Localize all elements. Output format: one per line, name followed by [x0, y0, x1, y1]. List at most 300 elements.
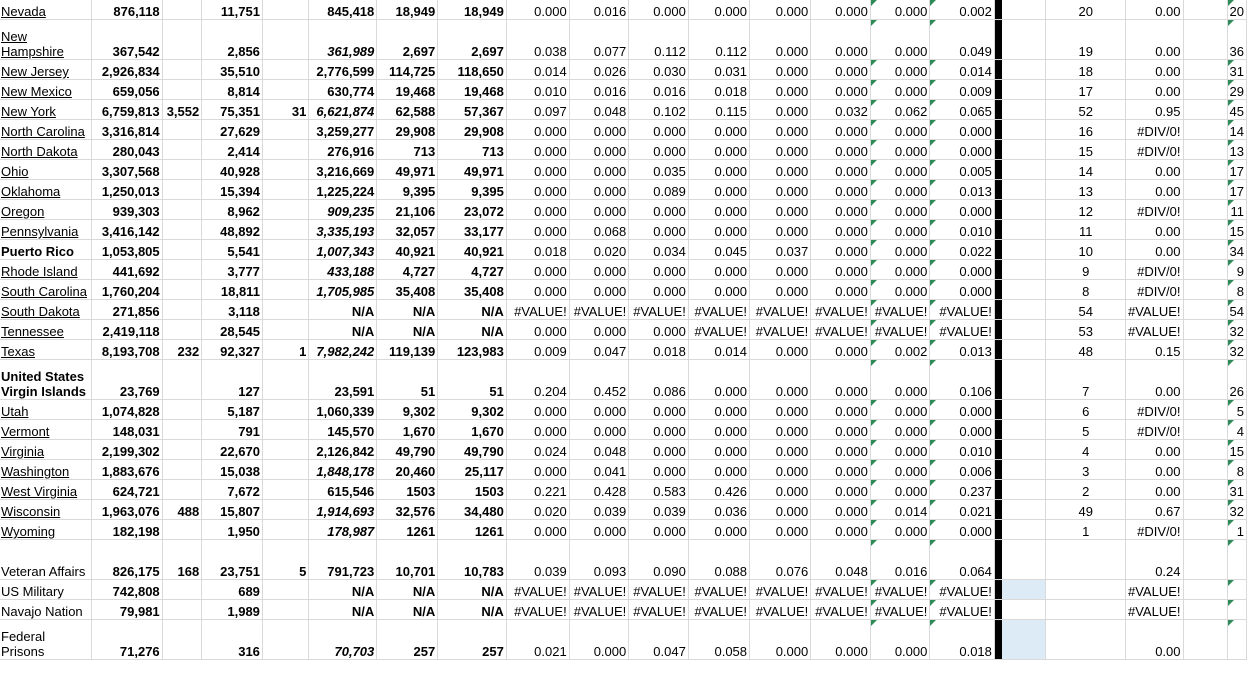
table-cell[interactable]: 10,783: [438, 540, 507, 580]
table-cell[interactable]: [262, 120, 308, 140]
table-cell[interactable]: #DIV/0!: [1125, 420, 1183, 440]
table-cell[interactable]: 0.000: [750, 160, 811, 180]
table-cell[interactable]: #VALUE!: [811, 580, 871, 600]
table-cell[interactable]: [262, 140, 308, 160]
table-cell[interactable]: [1183, 300, 1227, 320]
table-cell[interactable]: [1001, 80, 1046, 100]
table-cell[interactable]: 0.000: [506, 280, 569, 300]
table-cell[interactable]: #VALUE!: [688, 600, 749, 620]
table-cell[interactable]: #VALUE!: [1125, 600, 1183, 620]
table-cell[interactable]: 0.000: [750, 120, 811, 140]
table-cell[interactable]: [262, 360, 308, 400]
row-label-link[interactable]: Texas: [1, 344, 35, 359]
table-cell[interactable]: 0.005: [930, 160, 995, 180]
table-cell[interactable]: 2,926,834: [92, 60, 162, 80]
table-cell[interactable]: 276,916: [309, 140, 377, 160]
table-cell[interactable]: 3: [1046, 460, 1126, 480]
table-cell[interactable]: 29,908: [377, 120, 438, 140]
table-cell[interactable]: 0.000: [569, 200, 629, 220]
table-cell[interactable]: #DIV/0!: [1125, 200, 1183, 220]
table-cell[interactable]: 0.062: [870, 100, 930, 120]
table-cell[interactable]: 40,921: [438, 240, 507, 260]
table-cell[interactable]: 0.000: [629, 420, 689, 440]
table-cell[interactable]: [262, 620, 308, 660]
table-cell[interactable]: 27,629: [202, 120, 263, 140]
table-cell[interactable]: [1001, 60, 1046, 80]
row-label-link[interactable]: Wisconsin: [1, 504, 61, 519]
table-cell[interactable]: 0.67: [1125, 500, 1183, 520]
table-cell[interactable]: N/A: [309, 580, 377, 600]
table-cell[interactable]: 1503: [438, 480, 507, 500]
table-cell[interactable]: 0.000: [811, 0, 871, 20]
row-label-link[interactable]: Tennessee: [1, 324, 64, 339]
table-cell[interactable]: 0.000: [750, 180, 811, 200]
table-cell[interactable]: 23,769: [92, 360, 162, 400]
table-cell[interactable]: 2,414: [202, 140, 263, 160]
table-cell[interactable]: [1001, 0, 1046, 20]
table-cell[interactable]: 0.000: [930, 400, 995, 420]
table-cell[interactable]: 0.000: [750, 60, 811, 80]
table-cell[interactable]: 0.000: [930, 140, 995, 160]
table-cell[interactable]: 0.047: [569, 340, 629, 360]
row-label-cell[interactable]: [0, 240, 92, 260]
table-cell[interactable]: [162, 480, 202, 500]
row-label-link[interactable]: South Dakota: [1, 304, 80, 319]
table-cell[interactable]: 1,989: [202, 600, 263, 620]
table-cell[interactable]: 0.000: [870, 360, 930, 400]
table-cell[interactable]: 0.000: [870, 220, 930, 240]
table-cell[interactable]: [1001, 180, 1046, 200]
table-cell[interactable]: 0.064: [930, 540, 995, 580]
table-cell[interactable]: 0.000: [750, 220, 811, 240]
table-cell[interactable]: [1001, 280, 1046, 300]
table-cell[interactable]: 0.009: [930, 80, 995, 100]
table-cell[interactable]: 0.000: [688, 360, 749, 400]
table-cell[interactable]: 0.058: [688, 620, 749, 660]
table-cell[interactable]: 79,981: [92, 600, 162, 620]
table-cell[interactable]: 3,259,277: [309, 120, 377, 140]
table-cell[interactable]: 713: [377, 140, 438, 160]
table-cell[interactable]: #VALUE!: [506, 600, 569, 620]
table-cell[interactable]: 0.00: [1125, 620, 1183, 660]
table-cell[interactable]: [262, 480, 308, 500]
table-cell[interactable]: #VALUE!: [688, 300, 749, 320]
table-cell[interactable]: 5,541: [202, 240, 263, 260]
table-cell[interactable]: N/A: [377, 300, 438, 320]
table-cell[interactable]: 29,908: [438, 120, 507, 140]
table-cell[interactable]: 0.077: [569, 20, 629, 60]
table-cell[interactable]: 0.000: [811, 120, 871, 140]
table-cell[interactable]: 0.00: [1125, 160, 1183, 180]
table-cell[interactable]: #VALUE!: [811, 300, 871, 320]
table-cell[interactable]: 0.016: [629, 80, 689, 100]
table-cell[interactable]: [162, 460, 202, 480]
table-cell[interactable]: 11,751: [202, 0, 263, 20]
table-cell[interactable]: [1001, 500, 1046, 520]
row-label-link[interactable]: Rhode Island: [1, 264, 78, 279]
table-cell[interactable]: 0.000: [688, 180, 749, 200]
table-cell[interactable]: [1001, 440, 1046, 460]
row-label-cell[interactable]: [0, 140, 92, 160]
table-cell[interactable]: 2: [1046, 480, 1126, 500]
table-cell[interactable]: 0.000: [506, 160, 569, 180]
table-cell[interactable]: [1183, 180, 1227, 200]
table-cell[interactable]: 0.000: [750, 400, 811, 420]
table-cell[interactable]: [1183, 440, 1227, 460]
table-cell[interactable]: [162, 440, 202, 460]
table-cell[interactable]: 28,545: [202, 320, 263, 340]
table-cell[interactable]: 48: [1046, 340, 1126, 360]
table-cell[interactable]: [1001, 260, 1046, 280]
table-cell[interactable]: N/A: [377, 600, 438, 620]
table-cell[interactable]: 909,235: [309, 200, 377, 220]
table-cell[interactable]: 0.000: [506, 180, 569, 200]
table-cell[interactable]: 0.013: [930, 340, 995, 360]
table-cell[interactable]: [1183, 620, 1227, 660]
table-cell[interactable]: [162, 140, 202, 160]
table-cell[interactable]: [1183, 600, 1227, 620]
row-label-link[interactable]: New Jersey: [1, 64, 69, 79]
table-cell[interactable]: 2,856: [202, 20, 263, 60]
table-cell[interactable]: [162, 580, 202, 600]
table-cell[interactable]: [262, 520, 308, 540]
table-cell[interactable]: 0.000: [688, 0, 749, 20]
table-cell[interactable]: 939,303: [92, 200, 162, 220]
table-cell[interactable]: 0.000: [750, 460, 811, 480]
table-cell[interactable]: [1183, 0, 1227, 20]
table-cell[interactable]: 0.000: [569, 620, 629, 660]
table-cell[interactable]: 32,576: [377, 500, 438, 520]
table-cell[interactable]: [1183, 140, 1227, 160]
table-cell[interactable]: [1183, 420, 1227, 440]
table-cell[interactable]: 21,106: [377, 200, 438, 220]
table-cell[interactable]: 0.237: [930, 480, 995, 500]
row-label-cell[interactable]: [0, 400, 92, 420]
table-cell[interactable]: 15: [1227, 220, 1246, 240]
table-cell[interactable]: 0.000: [811, 180, 871, 200]
table-cell[interactable]: [1183, 260, 1227, 280]
table-cell[interactable]: [1001, 480, 1046, 500]
table-cell[interactable]: 0.039: [569, 500, 629, 520]
table-cell[interactable]: 8,814: [202, 80, 263, 100]
row-label-cell[interactable]: [0, 180, 92, 200]
table-cell[interactable]: 1261: [438, 520, 507, 540]
table-cell[interactable]: 3,316,814: [92, 120, 162, 140]
table-cell[interactable]: 0.00: [1125, 0, 1183, 20]
table-cell[interactable]: 3,416,142: [92, 220, 162, 240]
table-cell[interactable]: 0.106: [930, 360, 995, 400]
table-cell[interactable]: 49,971: [438, 160, 507, 180]
row-label-link[interactable]: Oklahoma: [1, 184, 61, 199]
table-cell[interactable]: 52: [1046, 100, 1126, 120]
table-cell[interactable]: [162, 620, 202, 660]
table-cell[interactable]: 232: [162, 340, 202, 360]
table-cell[interactable]: 3,777: [202, 260, 263, 280]
table-cell[interactable]: [1183, 320, 1227, 340]
row-label-link[interactable]: Vermont: [1, 424, 50, 439]
table-cell[interactable]: 361,989: [309, 20, 377, 60]
table-cell[interactable]: 0.016: [870, 540, 930, 580]
table-cell[interactable]: 0.000: [811, 460, 871, 480]
table-cell[interactable]: 2,199,302: [92, 440, 162, 460]
table-cell[interactable]: 6,621,874: [309, 100, 377, 120]
table-cell[interactable]: 0.000: [930, 420, 995, 440]
table-cell[interactable]: 0.000: [811, 420, 871, 440]
table-cell[interactable]: 1,914,693: [309, 500, 377, 520]
table-cell[interactable]: 0.95: [1125, 100, 1183, 120]
table-cell[interactable]: 1,060,339: [309, 400, 377, 420]
table-cell[interactable]: 257: [377, 620, 438, 660]
table-cell[interactable]: 1,074,828: [92, 400, 162, 420]
table-cell[interactable]: 119,139: [377, 340, 438, 360]
table-cell[interactable]: [1001, 420, 1046, 440]
table-cell[interactable]: 2,697: [438, 20, 507, 60]
table-cell[interactable]: 0.000: [569, 260, 629, 280]
table-cell[interactable]: 0.000: [811, 440, 871, 460]
table-cell[interactable]: 0.000: [750, 360, 811, 400]
table-cell[interactable]: 0.000: [750, 100, 811, 120]
table-cell[interactable]: 0.000: [870, 20, 930, 60]
table-cell[interactable]: 1,760,204: [92, 280, 162, 300]
table-cell[interactable]: [262, 420, 308, 440]
table-cell[interactable]: 0.000: [870, 260, 930, 280]
table-cell[interactable]: 0.000: [688, 280, 749, 300]
table-cell[interactable]: 0.000: [930, 520, 995, 540]
table-cell[interactable]: 0.00: [1125, 220, 1183, 240]
table-cell[interactable]: 1261: [377, 520, 438, 540]
table-cell[interactable]: 145,570: [309, 420, 377, 440]
table-cell[interactable]: 0.000: [870, 80, 930, 100]
table-cell[interactable]: 0.102: [629, 100, 689, 120]
table-cell[interactable]: 1,007,343: [309, 240, 377, 260]
table-cell[interactable]: 11: [1046, 220, 1126, 240]
table-cell[interactable]: 1,705,985: [309, 280, 377, 300]
table-cell[interactable]: 0.000: [870, 440, 930, 460]
table-cell[interactable]: 630,774: [309, 80, 377, 100]
table-cell[interactable]: 0.000: [811, 260, 871, 280]
table-cell[interactable]: [1001, 620, 1046, 660]
table-cell[interactable]: 0.000: [506, 320, 569, 340]
table-cell[interactable]: 13: [1227, 140, 1246, 160]
table-cell[interactable]: 2,776,599: [309, 60, 377, 80]
table-cell[interactable]: 0.000: [750, 200, 811, 220]
table-cell[interactable]: 9,302: [438, 400, 507, 420]
table-cell[interactable]: #VALUE!: [930, 300, 995, 320]
table-cell[interactable]: 14: [1046, 160, 1126, 180]
table-cell[interactable]: 0.24: [1125, 540, 1183, 580]
table-cell[interactable]: #VALUE!: [870, 320, 930, 340]
table-cell[interactable]: 1,883,676: [92, 460, 162, 480]
table-cell[interactable]: [1001, 140, 1046, 160]
table-cell[interactable]: [162, 240, 202, 260]
table-cell[interactable]: 0.000: [811, 240, 871, 260]
table-cell[interactable]: 0.039: [506, 540, 569, 580]
table-cell[interactable]: 5,187: [202, 400, 263, 420]
table-cell[interactable]: #VALUE!: [629, 300, 689, 320]
table-cell[interactable]: 7,982,242: [309, 340, 377, 360]
table-cell[interactable]: #VALUE!: [569, 580, 629, 600]
table-cell[interactable]: 8: [1046, 280, 1126, 300]
table-cell[interactable]: 1,670: [438, 420, 507, 440]
table-cell[interactable]: 0.000: [688, 440, 749, 460]
row-label-link[interactable]: Wyoming: [1, 524, 56, 539]
table-cell[interactable]: 0.018: [506, 240, 569, 260]
table-cell[interactable]: #DIV/0!: [1125, 140, 1183, 160]
table-cell[interactable]: 0.00: [1125, 440, 1183, 460]
table-cell[interactable]: [1001, 520, 1046, 540]
table-cell[interactable]: #VALUE!: [506, 580, 569, 600]
table-cell[interactable]: 14: [1227, 120, 1246, 140]
table-cell[interactable]: #VALUE!: [750, 600, 811, 620]
table-cell[interactable]: [262, 460, 308, 480]
table-cell[interactable]: 271,856: [92, 300, 162, 320]
table-cell[interactable]: 257: [438, 620, 507, 660]
table-cell[interactable]: 2,697: [377, 20, 438, 60]
table-cell[interactable]: 0.221: [506, 480, 569, 500]
table-cell[interactable]: 0.013: [930, 180, 995, 200]
table-cell[interactable]: 5: [1046, 420, 1126, 440]
table-cell[interactable]: #VALUE!: [688, 580, 749, 600]
table-cell[interactable]: 0.000: [750, 440, 811, 460]
table-cell[interactable]: 71,276: [92, 620, 162, 660]
table-cell[interactable]: 0.000: [811, 360, 871, 400]
table-cell[interactable]: 0.000: [930, 200, 995, 220]
table-cell[interactable]: 16: [1046, 120, 1126, 140]
table-cell[interactable]: 114,725: [377, 60, 438, 80]
table-cell[interactable]: 0.030: [629, 60, 689, 80]
table-cell[interactable]: 8,193,708: [92, 340, 162, 360]
table-cell[interactable]: 2,419,118: [92, 320, 162, 340]
table-cell[interactable]: 3,118: [202, 300, 263, 320]
table-cell[interactable]: 49: [1046, 500, 1126, 520]
table-cell[interactable]: 0.018: [629, 340, 689, 360]
table-cell[interactable]: #DIV/0!: [1125, 520, 1183, 540]
table-cell[interactable]: 0.000: [930, 120, 995, 140]
table-cell[interactable]: 51: [377, 360, 438, 400]
table-cell[interactable]: 23,591: [309, 360, 377, 400]
table-cell[interactable]: 0.000: [506, 260, 569, 280]
table-cell[interactable]: [1183, 480, 1227, 500]
table-cell[interactable]: 3,307,568: [92, 160, 162, 180]
table-cell[interactable]: 0.000: [870, 520, 930, 540]
table-cell[interactable]: 49,971: [377, 160, 438, 180]
table-cell[interactable]: 92,327: [202, 340, 263, 360]
row-label-cell[interactable]: [0, 460, 92, 480]
table-cell[interactable]: [1183, 460, 1227, 480]
table-cell[interactable]: [1183, 500, 1227, 520]
table-cell[interactable]: [1001, 120, 1046, 140]
table-cell[interactable]: 0.00: [1125, 240, 1183, 260]
table-cell[interactable]: [162, 200, 202, 220]
table-cell[interactable]: 0.086: [629, 360, 689, 400]
table-cell[interactable]: 10: [1046, 240, 1126, 260]
table-cell[interactable]: #VALUE!: [629, 600, 689, 620]
table-cell[interactable]: #VALUE!: [870, 580, 930, 600]
row-label-cell[interactable]: [0, 220, 92, 240]
table-cell[interactable]: 118,650: [438, 60, 507, 80]
table-cell[interactable]: 0.041: [569, 460, 629, 480]
table-cell[interactable]: 0.000: [506, 400, 569, 420]
row-label-cell[interactable]: [0, 280, 92, 300]
table-cell[interactable]: [262, 160, 308, 180]
table-cell[interactable]: 0.021: [506, 620, 569, 660]
table-cell[interactable]: #VALUE!: [750, 580, 811, 600]
table-cell[interactable]: 0.000: [811, 400, 871, 420]
table-cell[interactable]: 6,759,813: [92, 100, 162, 120]
table-cell[interactable]: 0.000: [811, 20, 871, 60]
table-cell[interactable]: 0.045: [688, 240, 749, 260]
table-cell[interactable]: 26: [1227, 360, 1246, 400]
table-cell[interactable]: 1,053,805: [92, 240, 162, 260]
table-cell[interactable]: 3,335,193: [309, 220, 377, 240]
table-cell[interactable]: 0.036: [688, 500, 749, 520]
table-cell[interactable]: 5: [262, 540, 308, 580]
table-cell[interactable]: [262, 240, 308, 260]
table-cell[interactable]: 31: [1227, 60, 1246, 80]
table-cell[interactable]: 0.000: [811, 80, 871, 100]
table-cell[interactable]: #VALUE!: [506, 300, 569, 320]
row-label-cell[interactable]: [0, 120, 92, 140]
table-cell[interactable]: [1227, 600, 1246, 620]
table-cell[interactable]: 0.009: [506, 340, 569, 360]
table-cell[interactable]: N/A: [438, 580, 507, 600]
table-cell[interactable]: #VALUE!: [750, 300, 811, 320]
table-cell[interactable]: 0.031: [688, 60, 749, 80]
table-cell[interactable]: 0.000: [870, 180, 930, 200]
row-label-cell[interactable]: [0, 500, 92, 520]
table-cell[interactable]: [262, 500, 308, 520]
table-cell[interactable]: 845,418: [309, 0, 377, 20]
table-cell[interactable]: [1046, 600, 1126, 620]
row-label-cell[interactable]: [0, 200, 92, 220]
table-cell[interactable]: [1183, 400, 1227, 420]
table-cell[interactable]: 11: [1227, 200, 1246, 220]
table-cell[interactable]: 20: [1227, 0, 1246, 20]
table-cell[interactable]: 19,468: [377, 80, 438, 100]
table-cell[interactable]: 9,302: [377, 400, 438, 420]
table-cell[interactable]: 0.010: [930, 440, 995, 460]
table-cell[interactable]: [1001, 220, 1046, 240]
table-cell[interactable]: 0.000: [870, 240, 930, 260]
table-cell[interactable]: 0.000: [569, 280, 629, 300]
table-cell[interactable]: 791,723: [309, 540, 377, 580]
table-cell[interactable]: N/A: [309, 600, 377, 620]
table-cell[interactable]: [162, 400, 202, 420]
table-cell[interactable]: 0.024: [506, 440, 569, 460]
row-label-link[interactable]: New Hampshire: [1, 29, 64, 59]
table-cell[interactable]: N/A: [438, 320, 507, 340]
table-cell[interactable]: 0.076: [750, 540, 811, 580]
table-cell[interactable]: 0.000: [870, 60, 930, 80]
table-cell[interactable]: 0.000: [750, 340, 811, 360]
table-cell[interactable]: 0.000: [569, 120, 629, 140]
table-cell[interactable]: 0.000: [506, 140, 569, 160]
row-label-link[interactable]: South Carolina: [1, 284, 87, 299]
table-cell[interactable]: 0.000: [506, 120, 569, 140]
table-cell[interactable]: 3,552: [162, 100, 202, 120]
row-label-cell[interactable]: [0, 80, 92, 100]
table-cell[interactable]: #VALUE!: [811, 320, 871, 340]
table-cell[interactable]: 10,701: [377, 540, 438, 580]
table-cell[interactable]: 0.000: [688, 160, 749, 180]
table-cell[interactable]: 54: [1227, 300, 1246, 320]
table-cell[interactable]: 0.014: [688, 340, 749, 360]
table-cell[interactable]: 0.000: [870, 120, 930, 140]
row-label-cell[interactable]: [0, 620, 92, 660]
table-cell[interactable]: 0.000: [629, 200, 689, 220]
table-cell[interactable]: 8: [1227, 460, 1246, 480]
table-cell[interactable]: 0.000: [870, 460, 930, 480]
